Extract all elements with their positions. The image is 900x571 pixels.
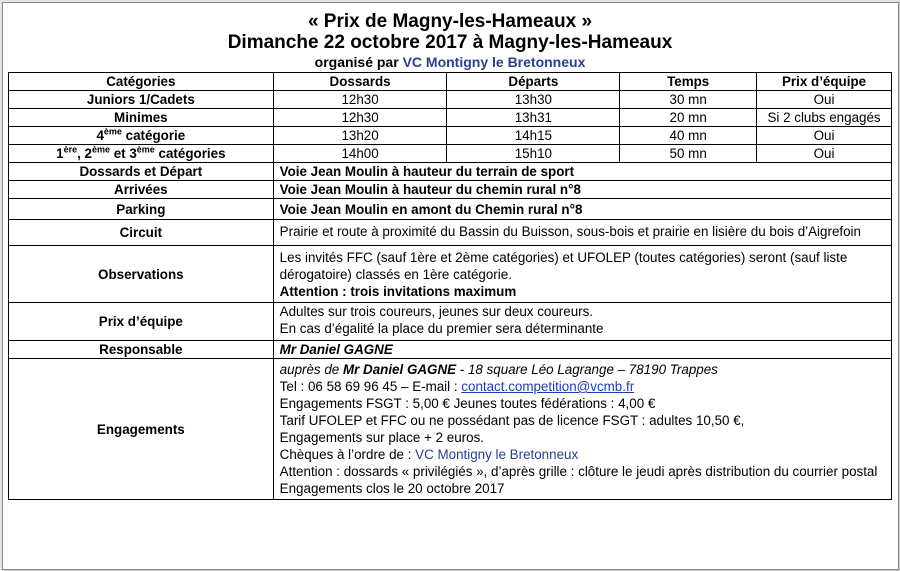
info-label: Engagements — [9, 359, 274, 500]
col-header: Catégories — [9, 73, 274, 91]
race-table — [8, 72, 892, 500]
attention-line: Attention : dossards « privilégiés », d’après grille : clôture le jeudi après distribution du courrier postal — [279, 464, 878, 479]
info-value: Prairie et route à proximité du Bassin du Buisson, sous-bois et prairie en lisière du bois d’Aigrefoin — [273, 220, 891, 246]
col-header: Dossards — [273, 73, 447, 91]
prix-line: Adultes sur trois coureurs, jeunes sur deux coureurs. — [279, 304, 594, 319]
table-row — [9, 145, 892, 163]
category-cell: 4ème catégorie — [9, 127, 274, 145]
race-title: « Prix de Magny-les-Hameaux » — [307, 11, 593, 32]
fee-line: Engagements FSGT : 5,00 € Jeunes toutes fédérations : 4,00 € — [279, 396, 656, 411]
email-link[interactable]: contact.competition@vcmb.fr — [461, 379, 635, 394]
contact-line: auprès de Mr Daniel GAGNE - 18 square Léo Lagrange – 78190 Trappes — [279, 362, 718, 377]
dossards-cell: 14h00 — [273, 145, 447, 163]
organizer-name: VC Montigny le Bretonneux — [402, 54, 586, 70]
document-frame — [2, 2, 899, 570]
header-row — [9, 73, 892, 91]
info-label: Prix d’équipe — [9, 303, 274, 341]
info-row-arrivees — [9, 181, 892, 199]
organizer-line — [8, 54, 892, 70]
info-value — [273, 303, 891, 341]
table-row — [9, 127, 892, 145]
departs-cell: 15h10 — [447, 145, 620, 163]
organizer-prefix: organisé par — [314, 54, 403, 70]
tarif-line: Tarif UFOLEP et FFC ou ne possédant pas de licence FSGT : adultes 10,50 €, — [279, 413, 745, 428]
departs-cell: 14h15 — [447, 127, 620, 145]
info-value: Voie Jean Moulin en amont du Chemin rural n°8 — [273, 199, 891, 220]
table-row — [9, 91, 892, 109]
table-row — [9, 109, 892, 127]
info-row-prix — [9, 303, 892, 341]
cheques-line: Chèques à l’ordre de : VC Montigny le Bretonneux — [279, 447, 579, 462]
departs-cell: 13h30 — [447, 91, 620, 109]
info-label: Observations — [9, 246, 274, 303]
observations-text: Les invités FFC (sauf 1ère et 2ème catégories) et UFOLEP (toutes catégories) seront (sauf liste dérogatoire) classés en 1ère catégorie. — [279, 250, 848, 282]
onsite-line: Engagements sur place + 2 euros. — [279, 430, 485, 445]
info-label: Responsable — [9, 341, 274, 359]
prix-cell: Oui — [757, 91, 892, 109]
category-cell: Juniors 1/Cadets — [9, 91, 274, 109]
info-row-observations — [9, 246, 892, 303]
prix-cell: Si 2 clubs engagés — [757, 109, 892, 127]
info-label: Parking — [9, 199, 274, 220]
info-row-engagements — [9, 359, 892, 500]
dossards-cell: 12h30 — [273, 91, 447, 109]
prix-cell: Oui — [757, 145, 892, 163]
category-cell: Minimes — [9, 109, 274, 127]
info-row-circuit — [9, 220, 892, 246]
temps-cell: 30 mn — [620, 91, 757, 109]
prix-cell: Oui — [757, 127, 892, 145]
info-value: Voie Jean Moulin à hauteur du chemin rural n°8 — [273, 181, 891, 199]
temps-cell: 50 mn — [620, 145, 757, 163]
dossards-cell: 13h20 — [273, 127, 447, 145]
temps-cell: 40 mn — [620, 127, 757, 145]
col-header: Départs — [447, 73, 620, 91]
info-value — [273, 246, 891, 303]
info-label: Arrivées — [9, 181, 274, 199]
info-row-parking — [9, 199, 892, 220]
prix-line: En cas d’égalité la place du premier sera déterminante — [279, 321, 604, 336]
temps-cell: 20 mn — [620, 109, 757, 127]
info-value: Mr Daniel GAGNE — [273, 341, 891, 359]
closing-line: Engagements clos le 20 octobre 2017 — [279, 481, 505, 496]
info-label: Circuit — [9, 220, 274, 246]
departs-cell: 13h31 — [447, 109, 620, 127]
info-value: Voie Jean Moulin à hauteur du terrain de sport — [273, 163, 891, 181]
dossards-cell: 12h30 — [273, 109, 447, 127]
info-value — [273, 359, 891, 500]
tel-email-line: Tel : 06 58 69 96 45 – E-mail : contact.competition@vcmb.fr — [279, 379, 635, 394]
info-label: Dossards et Départ — [9, 163, 274, 181]
col-header: Temps — [620, 73, 757, 91]
race-flyer — [8, 11, 892, 500]
info-row-dossards — [9, 163, 892, 181]
category-cell: 1ère, 2ème et 3ème catégories — [9, 145, 274, 163]
race-date: Dimanche 22 octobre 2017 à Magny-les-Hameaux — [227, 32, 673, 53]
info-row-responsable — [9, 341, 892, 359]
col-header: Prix d’équipe — [757, 73, 892, 91]
observations-attention: Attention : trois invitations maximum — [279, 284, 517, 299]
